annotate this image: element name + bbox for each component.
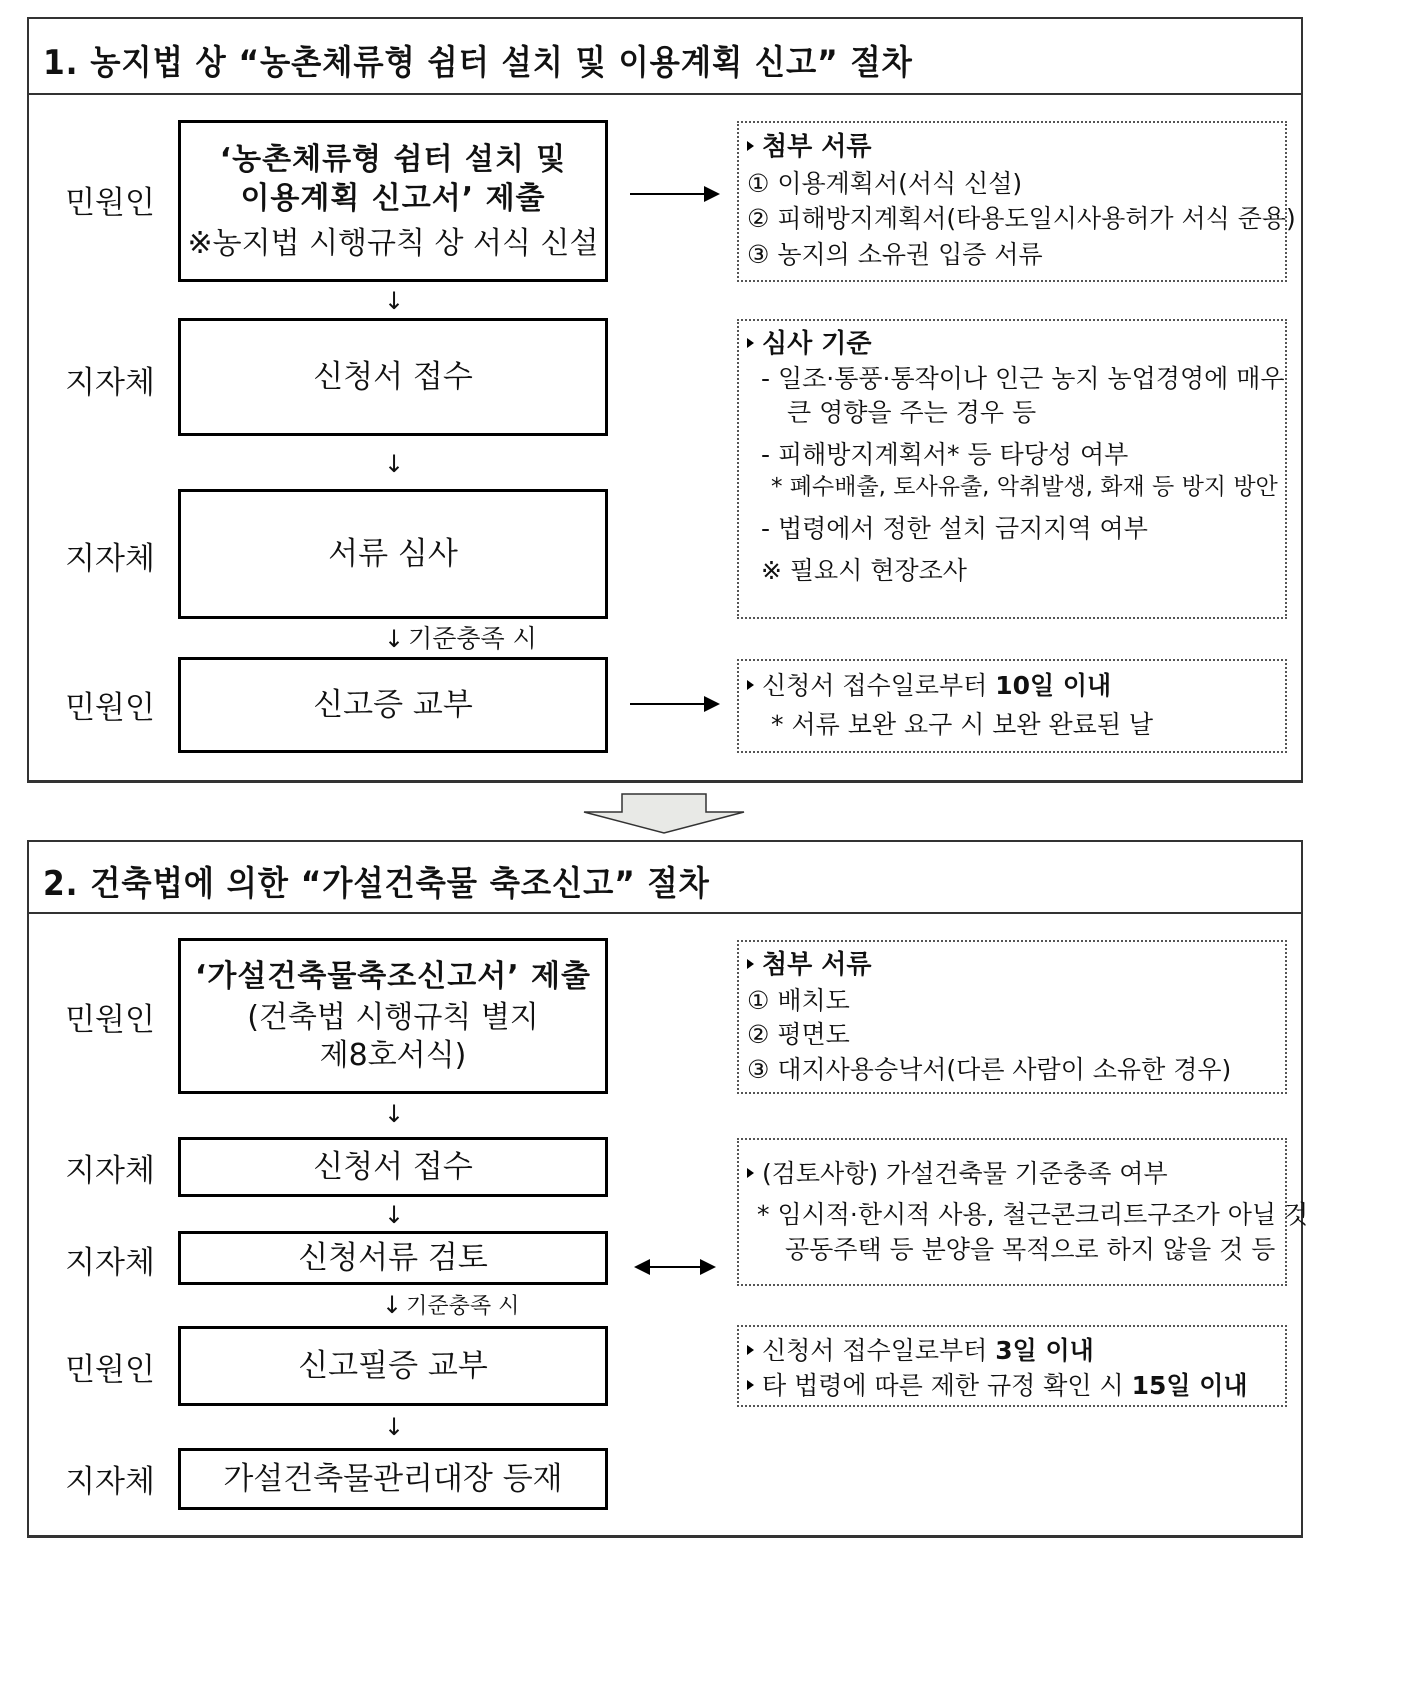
s2-step-submit (178, 938, 608, 1094)
s2-actor-5: 지자체 (65, 1464, 155, 1500)
s2-note-deadline-line2: 타 법령에 따른 제한 규정 확인 시 15일 이내 (747, 1368, 1277, 1403)
s1-note-attach (737, 121, 1296, 282)
s2-step-receive-label: 신청서 접수 (313, 1148, 473, 1185)
s2-note-attach-item-3: ③ 대지사용승낙서(다른 사람이 소유한 경우) (747, 1054, 1232, 1084)
s2-step-issue-label: 신고필증 교부 (298, 1347, 488, 1384)
s2-actor-4: 민원인 (65, 1352, 155, 1388)
s2-step-issue (178, 1326, 608, 1406)
s2-arrow-down-2: ↓ (384, 1201, 405, 1229)
s1-step-review (178, 489, 608, 619)
s2-note-review (737, 1138, 1309, 1286)
s2-actor-3: 지자체 (65, 1245, 155, 1281)
s2-arrow-down-1: ↓ (384, 1100, 405, 1128)
s1-actor-1: 민원인 (65, 185, 155, 221)
s2-step-review (178, 1231, 608, 1285)
s1-arrow-right-deadline (630, 703, 718, 705)
triangle-bullet-icon (747, 680, 754, 690)
s1-arrow-down-3-glyph: ↓ (384, 625, 405, 653)
s1-note-deadline-line1: 신청서 접수일로부터 10일 이내 (747, 667, 1277, 706)
s1-note-deadline (737, 659, 1287, 753)
s1-note-review-heading: 심사 기준 (747, 327, 1277, 362)
s1-note-attach-item-3: ③ 농지의 소유권 입증 서류 (747, 239, 1043, 269)
s1-note-deadline-line2: * 서류 보완 요구 시 보완 완료된 날 (771, 709, 1154, 739)
s2-actor-2: 지자체 (65, 1153, 155, 1189)
s1-step-submit-note: ※농지법 시행규칙 상 서식 신설 (187, 225, 599, 261)
s1-arrow-down-3 (384, 626, 537, 651)
s1-arrow-right-attach (630, 193, 718, 195)
s2-note-attach (737, 940, 1287, 1094)
s1-note-attach-item-2: ② 피해방지계획서(타용도일시사용허가 서식 준용) (747, 204, 1296, 234)
s1-step-submit (178, 120, 608, 282)
triangle-bullet-icon (747, 959, 754, 969)
s2-arrow-down-3-label: 기준충족 시 (406, 1294, 520, 1319)
s1-note-attach-heading: 첨부 서류 (747, 129, 1277, 166)
triangle-bullet-icon (747, 1345, 754, 1355)
s1-actor-2: 지자체 (65, 365, 155, 401)
section2-title: 2. 건축법에 의한 “가설건축물 축조신고” 절차 (43, 864, 710, 904)
s1-note-review-item-1-cont: 큰 영향을 주는 경우 등 (787, 398, 1037, 428)
s1-note-review-item-3: - 법령에서 정한 설치 금지지역 여부 (761, 513, 1148, 543)
triangle-bullet-icon (747, 1380, 754, 1390)
s2-arrow-down-3 (382, 1293, 519, 1318)
s1-actor-3: 지자체 (65, 541, 155, 577)
s1-step-receive-label: 신청서 접수 (313, 358, 473, 395)
s2-note-review-line1: (검토사항) 가설건축물 기준충족 여부 (747, 1156, 1277, 1191)
s1-step-review-label: 서류 심사 (328, 535, 458, 572)
s1-note-review-item-1: - 일조·통풍·통작이나 인근 농지 농업경영에 매우 (761, 364, 1285, 394)
s2-actor-1: 민원인 (65, 1002, 155, 1038)
s2-step-submit-sub-2: 제8호서식) (319, 1037, 467, 1073)
triangle-bullet-icon (747, 141, 754, 151)
s1-note-review-item-2: - 피해방지계획서* 등 타당성 여부 (761, 440, 1129, 470)
s1-arrow-down-1: ↓ (384, 287, 405, 315)
s2-bidirectional-arrow (636, 1266, 714, 1268)
s1-note-review-onsite: ※ 필요시 현장조사 (761, 555, 967, 585)
triangle-bullet-icon (747, 338, 754, 348)
s1-step-submit-line1: ‘농촌체류형 쉼터 설치 및 (219, 141, 567, 177)
s2-step-register (178, 1448, 608, 1510)
s1-arrow-down-2: ↓ (384, 450, 405, 478)
section1-header (29, 19, 1301, 95)
s2-step-review-label: 신청서류 검토 (298, 1239, 488, 1276)
s2-step-register-label: 가설건축물관리대장 등재 (223, 1460, 563, 1497)
s2-step-submit-sub-1: (건축법 시행규칙 별지 (247, 1000, 539, 1036)
s2-note-attach-item-2: ② 평면도 (747, 1020, 850, 1050)
s1-step-submit-line2: 이용계획 신고서’ 제출 (240, 180, 546, 216)
s1-actor-4: 민원인 (65, 690, 155, 726)
triangle-bullet-icon (747, 1168, 754, 1178)
s1-step-issue (178, 657, 608, 753)
s2-note-deadline-line1: 신청서 접수일로부터 3일 이내 (747, 1333, 1277, 1368)
s1-note-attach-item-1: ① 이용계획서(서식 신설) (747, 168, 1023, 198)
s2-note-deadline (737, 1325, 1287, 1407)
s1-note-review-item-2-foot: * 폐수배출, 토사유출, 악취발생, 화재 등 방지 방안 (771, 474, 1278, 501)
s1-step-issue-label: 신고증 교부 (313, 686, 473, 723)
s2-note-review-item-2: 공동주택 등 분양을 목적으로 하지 않을 것 등 (785, 1235, 1276, 1264)
down-block-arrow-icon (580, 793, 750, 835)
section1-title: 1. 농지법 상 “농촌체류형 쉼터 설치 및 이용계획 신고” 절차 (43, 43, 913, 83)
s2-arrow-down-4: ↓ (384, 1413, 405, 1441)
s2-note-review-item-1: * 임시적·한시적 사용, 철근콘크리트구조가 아닐 것 (757, 1200, 1309, 1229)
s2-note-attach-heading: 첨부 서류 (747, 948, 1277, 984)
s1-note-review (737, 319, 1287, 619)
s1-step-receive (178, 318, 608, 436)
s2-step-submit-title: ‘가설건축물축조신고서’ 제출 (195, 958, 591, 994)
s2-note-attach-item-1: ① 배치도 (747, 985, 850, 1015)
s2-arrow-down-3-glyph: ↓ (382, 1291, 403, 1319)
s2-step-receive (178, 1137, 608, 1197)
s1-arrow-down-3-label: 기준충족 시 (408, 624, 537, 653)
section2-header (29, 842, 1301, 914)
